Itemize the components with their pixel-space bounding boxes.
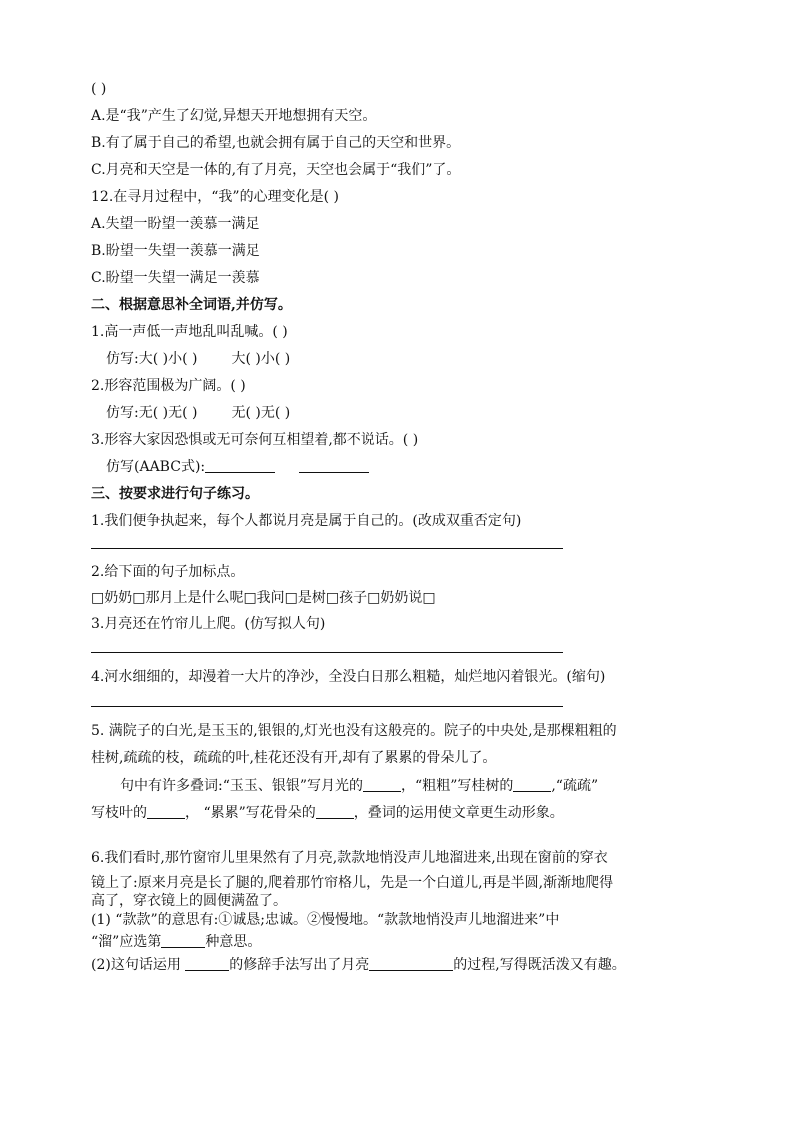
section2-title: 二、根据意思补全词语,并仿写。: [91, 297, 292, 313]
section3-q5-task2: [91, 803, 564, 823]
task-text: ， “累累”写花骨朵的: [185, 805, 316, 821]
section3-q4: 4.河水细细的，却漫着一大片的净沙，全没白日那么粗糙，灿烂地闪着银光。(缩句): [91, 669, 606, 685]
q12-option-a: A.失望一盼望一羡慕一满足: [91, 216, 260, 232]
answer-line[interactable]: [91, 548, 563, 549]
sub-text: 的过程,写得既活泼又有趣。: [453, 957, 626, 973]
answer-line[interactable]: [91, 706, 563, 707]
q12-option-c: C.盼望一失望一满足一羡慕: [91, 270, 260, 286]
answer-blank[interactable]: [316, 804, 354, 819]
task-text: ,“疏疏”: [551, 778, 599, 794]
section2-q2-imitate: [106, 403, 290, 423]
imitate-label: 仿写(AABC式):: [106, 459, 206, 475]
answer-blank[interactable]: [205, 458, 275, 473]
q11-option-b: B.有了属于自己的希望,也就会拥有属于自己的天空和世界。: [91, 135, 461, 151]
section3-q6-line2: 镜上了:原来月亮是长了腿的,爬着那竹帘格儿，先是一个白道儿,再是半圆,渐渐地爬得: [91, 875, 614, 891]
section3-q5-task: [120, 776, 598, 796]
section3-q5-line1: 5. 满院子的白光,是玉玉的,银银的,灯光也没有这般亮的。院子的中央处,是那棵粗粗的: [91, 723, 617, 739]
imitate-a: 仿写:无( )无( ): [106, 405, 198, 421]
section2-q3-imitate: [106, 457, 369, 477]
section2-q1: 1.高一声低一声地乱叫乱喊。( ): [91, 324, 288, 340]
task-text: ，“粗粗”写桂树的: [401, 778, 514, 794]
section3-q1: 1.我们便争执起来，每个人都说月亮是属于自己的。(改成双重否定句): [91, 513, 522, 529]
imitate-b: 大( )小( ): [231, 351, 291, 367]
task-text: 句中有许多叠词:“玉玉、银银”写月光的: [120, 778, 364, 794]
answer-blank[interactable]: [369, 956, 453, 971]
section3-q5-line2: 桂树,疏疏的枝，疏疏的叶,桂花还没有开,却有了累累的骨朵儿了。: [91, 750, 497, 766]
section2-q2: 2.形容范围极为广阔。( ): [91, 378, 246, 394]
section3-title: 三、按要求进行句子练习。: [91, 486, 259, 502]
imitate-b: 无( )无( ): [231, 405, 291, 421]
answer-blank[interactable]: [299, 458, 369, 473]
section3-q6-sub1-line2: [91, 932, 261, 952]
sub-text: 的修辞手法写出了月亮: [229, 957, 370, 973]
sub-text: (2)这句话运用: [91, 957, 186, 973]
section3-q6-line3: 高了，穿衣镜上的圆便满盈了。: [91, 893, 287, 909]
imitate-a: 仿写:大( )小( ): [106, 351, 198, 367]
answer-blank[interactable]: [363, 777, 401, 792]
section3-q2: 2.给下面的句子加标点。: [91, 564, 245, 580]
task-text: ，叠词的运用使文章更生动形象。: [353, 805, 564, 821]
answer-line[interactable]: [91, 652, 563, 653]
section3-q3: 3.月亮还在竹帘儿上爬。(仿写拟人句): [91, 616, 326, 632]
answer-blank[interactable]: [513, 777, 551, 792]
section3-q6-line1: 6.我们看时,那竹窗帘儿里果然有了月亮,款款地悄没声儿地溜进来,出现在窗前的穿衣: [91, 850, 608, 866]
section3-q2-sentence: □奶奶□那月上是什么呢□我问□是树□孩子□奶奶说□: [91, 590, 436, 606]
sub-text: “溜”应选第: [91, 934, 162, 950]
section3-q6-sub2: [91, 955, 626, 975]
task-text: 写枝叶的: [91, 805, 147, 821]
answer-blank[interactable]: [161, 933, 205, 948]
section2-q3: 3.形容大家因恐惧或无可奈何互相望着,都不说话。( ): [91, 432, 419, 448]
section3-q6-sub1-line1: (1) “款款”的意思有:①诚恳;忠诚。②慢慢地。“款款地悄没声儿地溜进来”中: [91, 912, 560, 928]
answer-blank[interactable]: [185, 956, 229, 971]
q11-answer-paren: ( ): [91, 81, 107, 97]
sub-text: 种意思。: [205, 934, 262, 950]
q12-stem: 12.在寻月过程中，“我”的心理变化是( ): [91, 189, 339, 205]
q11-option-a: A.是“我”产生了幻觉,异想天开地想拥有天空。: [91, 108, 377, 124]
section2-q1-imitate: [106, 349, 290, 369]
q11-option-c: C.月亮和天空是一体的,有了月亮，天空也会属于“我们”了。: [91, 162, 461, 178]
q12-option-b: B.盼望一失望一羡慕一满足: [91, 243, 260, 259]
answer-blank[interactable]: [147, 804, 185, 819]
